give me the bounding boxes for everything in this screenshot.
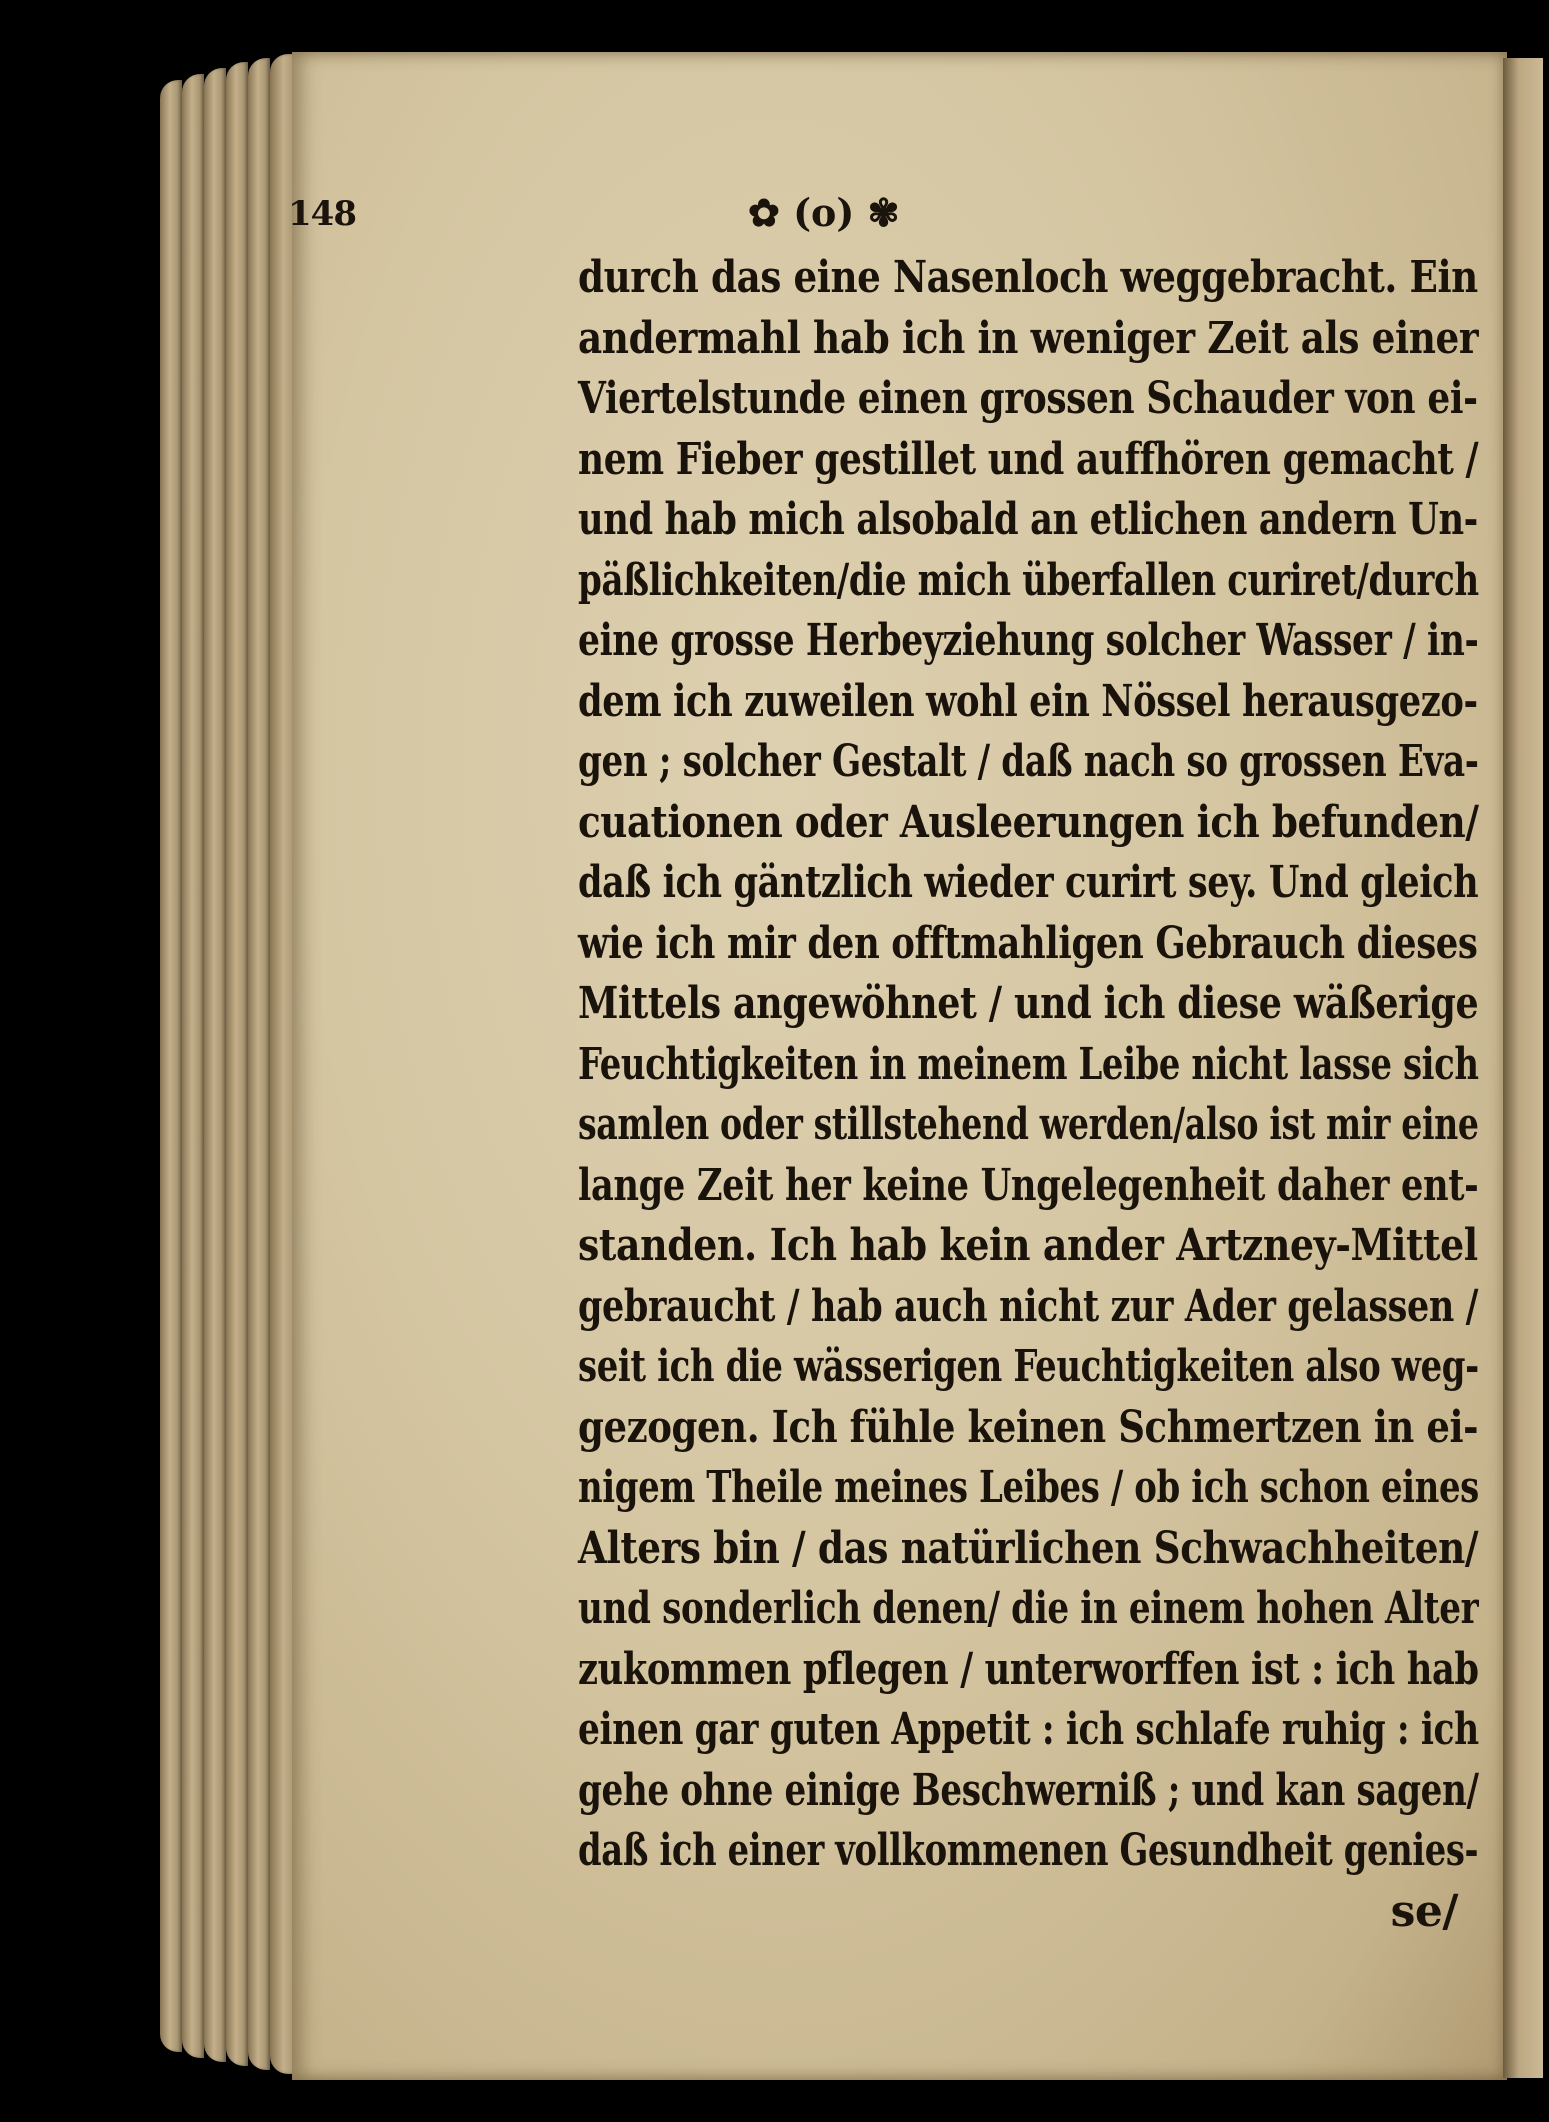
page-edge bbox=[204, 68, 226, 2062]
text-line: cuationen oder Ausleerungen ich befunden/ bbox=[578, 796, 1479, 848]
text-line: eine grosse Herbeyziehung solcher Wasser / in- bbox=[578, 615, 1479, 666]
text-line: zukommen pflegen / unterworffen ist : ich hab bbox=[578, 1643, 1479, 1695]
text-line: samlen oder stillstehend werden/also ist mir eine bbox=[578, 1099, 1479, 1150]
text-line: durch das eine Nasenloch weggebracht. Ein bbox=[578, 252, 1478, 303]
text-line: Viertelstunde einen grossen Schauder von ei- bbox=[578, 373, 1478, 424]
text-line: gehe ohne einige Beschwerniß ; und kan sagen/ bbox=[578, 1764, 1479, 1816]
text-line: gen ; solcher Gestalt / daß nach so grossen Eva- bbox=[578, 736, 1479, 787]
text-line: und hab mich alsobald an etlichen andern Un- bbox=[578, 494, 1478, 545]
page-edge bbox=[182, 74, 204, 2058]
text-line: standen. Ich hab kein ander Artzney-Mittel bbox=[578, 1220, 1478, 1271]
text-line: und sonderlich denen/ die in einem hohen Alter bbox=[578, 1583, 1479, 1634]
text-line: lange Zeit her keine Ungelegenheit daher ent- bbox=[578, 1159, 1479, 1211]
text-line: Mittels angewöhnet / und ich diese wäßerige bbox=[578, 978, 1479, 1029]
page-edge bbox=[226, 62, 248, 2066]
text-line: nem Fieber gestillet und auffhören gemacht / bbox=[578, 433, 1479, 485]
text-line: daß ich gäntzlich wieder curirt sey. Und gleich bbox=[578, 857, 1479, 908]
text-line: gebraucht / hab auch nicht zur Ader gelassen / bbox=[578, 1280, 1479, 1332]
page-header bbox=[288, 186, 1228, 236]
text-line: nigem Theile meines Leibes / ob ich schon eines bbox=[578, 1462, 1479, 1513]
facing-page-edge bbox=[1503, 58, 1543, 2078]
text-line: andermahl hab ich in weniger Zeit als einer bbox=[578, 312, 1479, 364]
page-edge bbox=[160, 80, 182, 2052]
text-line: Alters bin / das natürlichen Schwachheiten/ bbox=[578, 1522, 1479, 1574]
body-text bbox=[578, 248, 1478, 1942]
page-number: 148 bbox=[288, 194, 356, 234]
text-line: dem ich zuweilen wohl ein Nössel herausgezo- bbox=[578, 675, 1478, 727]
text-line: daß ich einer vollkommenen Gesundheit genies- bbox=[578, 1825, 1479, 1876]
text-line: einen gar guten Appetit : ich schlafe ruhig : ich bbox=[578, 1704, 1479, 1755]
text-line: Feuchtigkeiten in meinem Leibe nicht lasse sich bbox=[578, 1038, 1479, 1090]
text-line: wie ich mir den offtmahligen Gebrauch dieses bbox=[578, 917, 1478, 969]
text-line: päßlichkeiten/die mich überfallen curiret/durch bbox=[578, 554, 1479, 606]
running-head-ornament: ✿ (o) ✾ bbox=[748, 190, 900, 235]
catchword: se/ bbox=[1390, 1885, 1458, 1937]
page-edge bbox=[248, 58, 270, 2070]
text-line: gezogen. Ich fühle keinen Schmertzen in ei- bbox=[578, 1401, 1479, 1453]
text-line: seit ich die wässerigen Feuchtigkeiten also weg- bbox=[578, 1341, 1479, 1392]
